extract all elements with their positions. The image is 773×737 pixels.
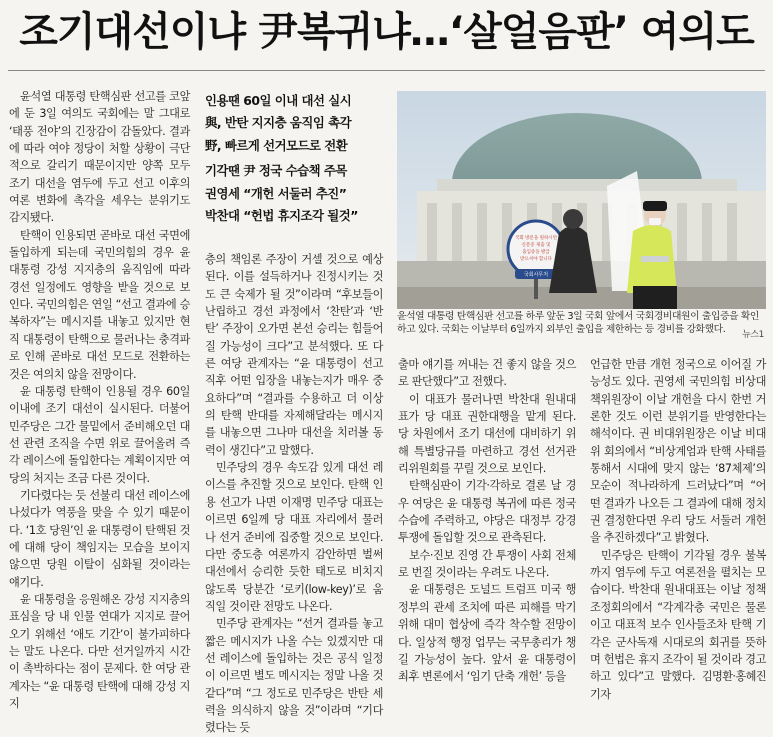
sign-line: 출입증을 발급 xyxy=(522,250,550,255)
paragraph xyxy=(590,547,766,703)
paragraph: 윤 대통령을 응원해온 강성 지지층의 표심을 당 내 인물 연대가 지지로 끌어오기 위해선 ‘애도 기간’이 불가피하다는 말도 나온다. 다만 선거일까지 시간이 촉박하다는 점이 문제다. 한 여당 관계자는 “윤 대통령 탄핵에 대해 강성 지지 xyxy=(9,592,190,711)
sign-line: 국회 방문을 원하시면 xyxy=(515,236,557,241)
paragraph: 이 대표가 물러나면 박찬대 원내대표가 당 대표 권한대행을 맡게 된다. 당 차원에서 조기 대선에 대비하기 위해 특별당규를 마련하고 경선 선거관리위원회를 꾸릴 것으로 보인다. xyxy=(398,392,576,476)
paragraph: 출마 얘기를 꺼내는 건 좋지 않을 것으로 판단했다”고 전했다. xyxy=(398,358,576,389)
paragraph: 민주당 관계자는 “선거 결과를 놓고 짧은 메시지가 나올 수는 있겠지만 대선 레이스에 돌입하는 것은 공식 일정이 이르면 별도 메시지는 정말 나올 것 같다”며 “그 정도로 민주당은 반탄 세력을 의식하지 않을 것”이라며 “기다렸다는 듯 xyxy=(205,617,383,735)
sign-footer: 국회사무처 xyxy=(523,272,549,278)
sign-line: 신분증 제출 및 xyxy=(521,243,551,248)
paragraph: 보수·진보 진영 간 투쟁이 사회 전체로 번질 것이라는 우려도 나온다. xyxy=(398,548,576,580)
paragraph: 민주당의 경우 속도감 있게 대선 레이스를 추진할 것으로 보인다. 탄핵 인용 선고가 나면 이재명 민주당 대표는 이르면 6일께 당 대표 자리에서 물러나 선거 준비에 집중할 것으로 보인다. 다만 중도층 여론까지 감안하면 벌써 대선에서 승리한 듯한 태도로 비치지 않도록 당분간 ‘로키(low-key)’로 움직일 것이란 전망도 나온다. xyxy=(205,461,383,613)
subheadlines xyxy=(205,90,385,227)
article-column-2 xyxy=(205,251,383,735)
sign-line: 받으셔야 합니다 xyxy=(520,257,552,262)
headline: 조기대선이냐 尹복귀냐…‘살얼음판’ 여의도 xyxy=(19,9,754,55)
paragraph: 탄핵심판이 기각·각하로 결론 날 경우 여당은 윤 대통령 복귀에 따른 정국 수습에 주력하고, 야당은 대정부 강경 투쟁에 돌입할 것으로 관측된다. xyxy=(398,479,576,545)
news-photo xyxy=(397,91,766,309)
subheadline: 與, 반탄 지지층 움직임 촉각 xyxy=(205,115,352,131)
subheadline: 권영세 “개헌 서둘러 추진” xyxy=(205,185,347,201)
article-column-1 xyxy=(9,88,190,711)
paragraph: 윤석열 대통령 탄핵심판 선고를 코앞에 둔 3일 여의도 국회에는 말 그대로 ‘태풍 전야’의 긴장감이 감돌았다. 결과에 따라 여야 정당이 처할 상황이 극단적으로 갈리기 때문이지만 양쪽 모두 조기 대선을 염두에 두고 선고 이후의 여론 변화에 촉각을 세우는 분위기도 감지됐다. xyxy=(9,90,190,225)
headline-rule xyxy=(8,70,765,71)
paragraph: 탄핵이 인용되면 곧바로 대선 국면에 돌입하게 되는데 국민의힘의 경우 윤 대통령 강성 지지층의 움직임에 따라 경선 일정에도 영향을 받을 것으로 보인다. 국민의힘은 연일 “선고 결과에 승복하자”는 메시지를 내놓고 있지만 현직 대통령이 탄핵으로 물러나는 충격파로 인해 곧바로 대선 모드로 전환하는 것은 여의치 않을 전망이다. xyxy=(9,228,190,381)
subheadline: 기각땐 尹 정국 수습책 주목 xyxy=(205,163,347,179)
subheadline: 野, 빠르게 선거모드로 전환 xyxy=(205,137,348,153)
paragraph: 언급한 만큼 개헌 정국으로 이어질 가능성도 있다. 권영세 국민의힘 비상대책위원장이 이날 개헌을 다시 한번 거론한 것도 이런 분위기를 반영한다는 해석이다. 권 비대위원장은 이날 비대위 회의에서 “비상계엄과 탄핵 사태를 통해서 시대에 맞지 않는 ‘87체제’의 모순이 적나라하게 드러났다”며 “어떤 결과가 나오든 그 결과에 대해 정치권 결정한다면 우리 당도 서둘러 개헌을 추진하겠다”고 밝혔다. xyxy=(590,358,766,545)
byline: 김명환·홍혜진 기자 xyxy=(590,670,767,701)
article-column-4 xyxy=(590,356,767,701)
paragraph: 기다렸다는 듯 선불리 대선 레이스에 나섰다가 역풍을 맞을 수 있기 때문이다. ‘1호 당원’인 윤 대통령이 탄핵된 것에 대해 당이 책임지는 모습을 보이지 않으면 당원 이탈이 심화될 것이라는 얘기다. xyxy=(9,488,190,589)
paragraph: 윤 대통령 탄핵이 인용될 경우 60일 이내에 조기 대선이 실시된다. 더불어민주당은 그간 물밑에서 준비해오던 대선 관련 조직을 수면 위로 끌어올려 즉각 레이스에 돌입한다는 계획이지만 여당의 처지는 조금 다른 것이다. xyxy=(9,384,190,485)
paragraph: 층의 책임론 주장이 거셀 것으로 예상된다. 이를 설득하거나 진정시키는 것도 큰 숙제가 될 것”이라며 “후보들이 난립하고 경선 과정에서 ‘찬탄’과 ‘반탄’ 주장이 오가면 본선 승리는 힘들어질 가능성이 크다”고 분석했다. 또 다른 여당 관계자는 “윤 대통령이 선고 직후 어떤 입장을 내놓는지가 매우 중요하다”며 “결과를 수용하고 더 이상의 탄핵 반대를 자제해달라는 메시지를 내놓으면 그나마 대선을 치러볼 동력이 생긴다”고 말했다. xyxy=(205,253,383,457)
subheadline: 박찬대 “헌법 휴지조각 될것” xyxy=(205,207,358,223)
article-column-3 xyxy=(398,356,576,684)
paragraph-text: 민주당은 탄핵이 기각될 경우 불복까지 염두에 두고 여론전을 펼치는 모습이다. 박찬대 원내대표는 이날 정책조정회의에서 “각계각층 국민은 물론이고 대표적 보수 인사들조차 탄핵 기각은 군사독재 시대로의 회귀를 뜻하며 헌법은 휴지 조각이 될 것이라 경고하고 있다”고 말했다. xyxy=(590,548,766,684)
photo-credit: 뉴스1 xyxy=(742,330,764,340)
subheadline: 인용땐 60일 이내 대선 실시 xyxy=(205,93,352,108)
caption-text: 윤석열 대통령 탄핵심판 선고를 하루 앞둔 3일 국회 앞에서 국회경비대원이 출입증을 확인하고 있다. 국회는 이날부터 6일까지 외부인 출입을 제한하는 등 경비를 강화했다. xyxy=(397,311,759,335)
paragraph: 윤 대통령은 도널드 트럼프 미국 행정부의 관세 조치에 따른 피해를 막기 위해 대미 협상에 즉각 착수할 전망이다. 일상적 행정 업무는 국무총리가 챙길 가능성이 높다. 앞서 윤 대통령이 최후 변론에서 ‘임기 단축 개헌’ 등을 xyxy=(398,583,576,684)
photo-caption xyxy=(397,310,766,346)
